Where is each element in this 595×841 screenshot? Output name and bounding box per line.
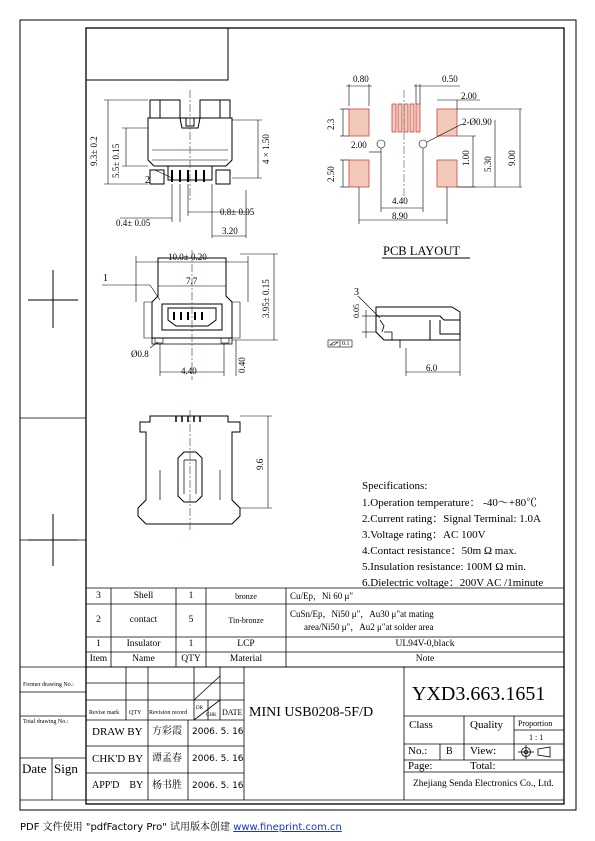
no-label: No.: xyxy=(408,745,428,757)
app-date: 2006. 5. 16 xyxy=(192,781,244,791)
callout-2: 2 xyxy=(145,175,150,186)
view-projection-icon xyxy=(517,745,553,759)
bom-item: 3 xyxy=(96,591,101,601)
dim-0-4: 0.4± 0.05 xyxy=(116,218,151,228)
dim-phi-0-8: Ø0.8 xyxy=(131,349,149,359)
revision-record: Revision record xyxy=(149,710,188,716)
footer-text: PDF 文件使用 "pdfFactory Pro" 试用版本创建 xyxy=(20,822,234,833)
quality-label: Quality xyxy=(470,719,503,731)
pcb-dim-8-90: 8.90 xyxy=(392,211,408,221)
company-name: Zhejiang Senda Electronics Co., Ltd. xyxy=(413,779,554,789)
spec-line: 5.Insulation resistance: 100M Ω min. xyxy=(362,561,526,573)
draw-by-label: DRAW BY xyxy=(92,726,143,738)
bom-qty: 5 xyxy=(188,615,194,625)
callout-3: 3 xyxy=(354,287,359,298)
spec-line: 2.Current rating：Signal Terminal: 1.0A xyxy=(362,513,541,525)
date-col: DATE xyxy=(222,708,243,717)
approver-name: 杨书胜 xyxy=(152,780,182,791)
class-label: Class xyxy=(409,719,433,731)
view-label: View: xyxy=(470,745,497,757)
proportion-label: Proportion xyxy=(518,719,553,728)
bom-qty: 1 xyxy=(188,591,194,601)
total-label: Total: xyxy=(470,760,496,772)
dim-3-20: 3.20 xyxy=(222,226,238,236)
pcb-dim-5-30: 5.30 xyxy=(483,156,493,172)
dim-5-5: 5.5± 0.15 xyxy=(111,143,121,178)
top-view xyxy=(138,410,272,530)
specs-title: Specifications: xyxy=(362,480,428,492)
pcb-layout-title: PCB LAYOUT xyxy=(383,244,460,258)
pcb-dim-4-40-b: 4.40 xyxy=(392,196,408,206)
bom-item: 1 xyxy=(96,639,101,649)
pcb-dim-2-50: 2.50 xyxy=(326,166,336,182)
bom-name: Insulator xyxy=(126,639,161,649)
spec-line: 4.Contact resistance：50m Ω max. xyxy=(362,545,517,557)
dim-0-40: 0.40 xyxy=(237,357,247,373)
dim-10-0: 10.0± 0.20 xyxy=(168,252,207,262)
dim-9-3: 9.3± 0.2 xyxy=(89,136,99,166)
date-label: Date xyxy=(22,761,47,776)
pcb-dim-1-00: 1.00 xyxy=(461,150,471,166)
former-drawing-no: Former drawing No.: xyxy=(23,682,74,688)
page-label: Page: xyxy=(408,760,433,772)
dr-label: DR xyxy=(196,706,203,711)
dim-0-8: 0.8± 0.05 xyxy=(220,207,255,217)
bom-material: LCP xyxy=(237,639,255,649)
pcb-dim-0-50: 0.50 xyxy=(442,74,458,84)
mating-face-view xyxy=(102,250,278,380)
drawer-name: 方彩霞 xyxy=(152,726,182,737)
pcb-dim-9-00: 9.00 xyxy=(507,150,517,166)
dim-0-05: 0.05 xyxy=(352,304,361,318)
bom-note: Cu/Ep，Ni 60 μ" xyxy=(290,591,354,601)
pcb-dim-phi-0-90: 2-Ø0.90 xyxy=(462,117,492,127)
pcb-dim-2-3: 2.3 xyxy=(326,118,336,130)
chkd-by-label: CHK'D BY xyxy=(92,753,144,765)
scale-value: 1 : 1 xyxy=(529,733,544,742)
bom-header-qty: QTY xyxy=(181,654,201,664)
flatness-value: 0.1 xyxy=(342,341,350,347)
rev-qty: QTY xyxy=(129,710,142,716)
appd-by-label: APP'D BY xyxy=(92,780,144,791)
footer-link[interactable]: www.fineprint.com.cn xyxy=(233,822,342,833)
spec-line: 1.Operation temperature： -40～+80℃ xyxy=(362,497,538,509)
bom-material: bronze xyxy=(235,592,257,601)
dim-4-40-a: 4.40 xyxy=(181,366,197,376)
dim-3-95: 3.95± 0.15 xyxy=(261,279,271,318)
draw-date: 2006. 5. 16 xyxy=(192,727,244,737)
chk-label: CHK xyxy=(206,713,217,718)
part-number: YXD3.663.1651 xyxy=(412,683,546,705)
sign-label: Sign xyxy=(54,761,78,776)
spec-line: 3.Voltage rating：AC 100V xyxy=(362,529,486,541)
bom-note: CuSn/Ep，Ni50 μ"，Au30 μ"at mating xyxy=(290,609,434,619)
spec-line: 6.Dielectric voltage：200V AC /1minute xyxy=(362,577,544,589)
pcb-dim-2-00-b: 2.00 xyxy=(351,140,367,150)
bom-qty: 1 xyxy=(188,639,194,649)
bom-name: contact xyxy=(129,615,158,625)
bom-header-material: Material xyxy=(229,654,263,664)
dim-4x1-50: 4 × 1.50 xyxy=(261,134,271,164)
pcb-layout xyxy=(340,84,522,258)
dim-6-0: 6.0 xyxy=(426,363,438,373)
no-value: B xyxy=(446,746,453,757)
dim-7-7: 7.7 xyxy=(186,276,198,286)
bom-note: area/Ni50 μ"，Au2 μ"at solder area xyxy=(304,622,434,632)
bom-item: 2 xyxy=(96,615,101,625)
checker-name: 谭孟春 xyxy=(152,753,182,764)
product-name: MINI USB0208-5F/D xyxy=(249,705,374,720)
bom-header-name: Name xyxy=(132,654,155,664)
total-drawing-no: Total drawing No.: xyxy=(23,719,69,725)
side-view xyxy=(328,296,460,376)
bom-material: Tin-bronze xyxy=(228,616,264,625)
pdf-footer xyxy=(20,818,342,833)
bom-name: Shell xyxy=(133,591,154,601)
dim-9-6: 9.6 xyxy=(255,458,265,470)
top-left-box xyxy=(86,28,228,80)
callout-1: 1 xyxy=(103,273,108,284)
bom-note: UL94V-0,black xyxy=(395,639,455,649)
bom-header-item: Item xyxy=(89,654,108,664)
pcb-dim-2-00-a: 2.00 xyxy=(461,91,477,101)
revise-mark: Revise mark xyxy=(89,710,120,716)
chk-date: 2006. 5. 16 xyxy=(192,754,244,764)
pcb-dim-0-80: 0.80 xyxy=(353,74,369,84)
bom-header-note: Note xyxy=(415,654,435,664)
